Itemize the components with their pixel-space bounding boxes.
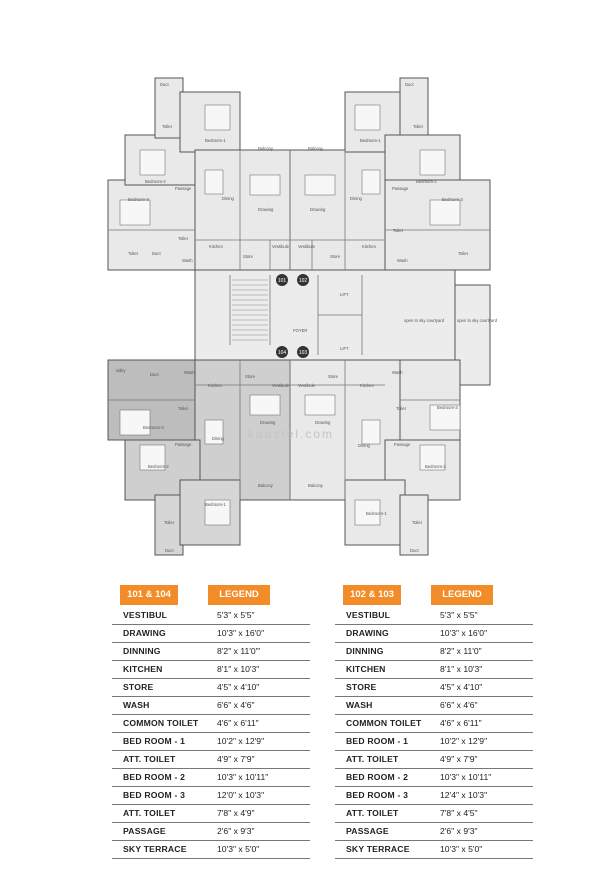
- room-dimension: 10'3" x 10'11": [440, 772, 492, 782]
- flat-103-marker: 103: [298, 350, 308, 356]
- svg-text:Bedroom-3: Bedroom-3: [143, 425, 164, 430]
- room-name: BED ROOM - 1: [123, 736, 186, 746]
- svg-text:Toilet: Toilet: [164, 520, 174, 525]
- room-name: COMMON TOILET: [346, 718, 422, 728]
- room-name: ATT. TOILET: [346, 808, 399, 818]
- svg-text:Bedroom-1: Bedroom-1: [205, 138, 226, 143]
- svg-text:Balcony: Balcony: [258, 146, 273, 151]
- svg-text:Wash: Wash: [397, 258, 408, 263]
- svg-text:Duct: Duct: [410, 548, 419, 553]
- table-row: [335, 769, 533, 787]
- foyer-label: FOYER: [293, 328, 308, 333]
- table-row: [335, 787, 533, 805]
- room-dimension: 4'5" x 4'10": [440, 682, 483, 692]
- room-dimension: 10'3" x 5'0": [440, 844, 483, 854]
- room-name: ATT. TOILET: [123, 808, 176, 818]
- svg-text:Bedroom-3: Bedroom-3: [442, 197, 463, 202]
- room-dimension: 4'6" x 6'11": [217, 718, 259, 728]
- courtyard-label-2: open to sky courtyard: [457, 318, 498, 323]
- svg-text:Vestibule: Vestibule: [298, 383, 315, 388]
- table-row: [335, 607, 533, 625]
- svg-text:Duct: Duct: [405, 82, 414, 87]
- svg-text:Drawing: Drawing: [258, 207, 274, 212]
- svg-text:Store: Store: [245, 374, 256, 379]
- svg-text:Store: Store: [328, 374, 339, 379]
- flat-101-marker: 101: [277, 278, 287, 284]
- svg-text:Balcony: Balcony: [258, 483, 273, 488]
- legend-table-101-104: [112, 585, 310, 859]
- svg-text:Vestibule: Vestibule: [298, 244, 315, 249]
- watermark: kaastel.com: [248, 427, 335, 441]
- table-row: [112, 679, 310, 697]
- table-row: [112, 697, 310, 715]
- svg-text:Bedroom-1: Bedroom-1: [360, 138, 381, 143]
- room-name: WASH: [346, 700, 373, 710]
- table-row: [112, 625, 310, 643]
- room-name: ATT. TOILET: [123, 754, 176, 764]
- room-name: DINNING: [346, 646, 384, 656]
- svg-text:Wash: Wash: [182, 258, 193, 263]
- room-dimension: 12'0" x 10'3": [217, 790, 265, 800]
- room-dimension: 12'4" x 10'3": [440, 790, 488, 800]
- svg-text:Balcony: Balcony: [308, 483, 323, 488]
- room-name: STORE: [123, 682, 154, 692]
- courtyard-label-1: open to sky courtyard: [404, 318, 445, 323]
- room-dimension: 2'6" x 9'3": [440, 826, 478, 836]
- svg-text:Wash: Wash: [184, 370, 195, 375]
- legend-table-102-103: [335, 585, 533, 859]
- room-name: WASH: [123, 700, 150, 710]
- svg-text:Kitchen: Kitchen: [208, 383, 222, 388]
- room-dimension: 10'2" x 12'9": [217, 736, 265, 746]
- table-row: [112, 715, 310, 733]
- svg-text:Wash: Wash: [392, 370, 403, 375]
- room-dimension: 7'8" x 4'9": [217, 808, 255, 818]
- svg-text:utility: utility: [116, 368, 126, 373]
- room-name: KITCHEN: [346, 664, 386, 674]
- table-row: [112, 787, 310, 805]
- svg-text:Toilet: Toilet: [396, 406, 406, 411]
- table-row: [335, 625, 533, 643]
- room-dimension: 10'3" x 10'11": [217, 772, 269, 782]
- table-row: [112, 661, 310, 679]
- room-dimension: 8'1" x 10'3": [217, 664, 260, 674]
- table-row: [112, 643, 310, 661]
- svg-text:Duct: Duct: [152, 251, 161, 256]
- room-dimension: 10'3" x 16'0": [440, 628, 488, 638]
- svg-text:Store: Store: [330, 254, 341, 259]
- svg-text:Passage: Passage: [175, 442, 192, 447]
- svg-text:Toilet: Toilet: [413, 124, 423, 129]
- table-row: [335, 823, 533, 841]
- table-row: [112, 733, 310, 751]
- table-row: [112, 823, 310, 841]
- svg-text:Duct: Duct: [160, 82, 169, 87]
- svg-text:Dining: Dining: [358, 443, 370, 448]
- svg-text:Drawing: Drawing: [310, 207, 326, 212]
- svg-text:Bedroom-1: Bedroom-1: [205, 502, 226, 507]
- table-row: [335, 751, 533, 769]
- svg-text:Toilet: Toilet: [178, 406, 188, 411]
- room-name: VESTIBUL: [123, 610, 168, 620]
- room-dimension: 4'5" x 4'10": [217, 682, 260, 692]
- room-name: DRAWING: [346, 628, 389, 638]
- room-dimension: 10'2" x 12'9": [440, 736, 488, 746]
- table-row: [112, 769, 310, 787]
- room-dimension: 10'3" x 16'0": [217, 628, 265, 638]
- room-dimension: 8'1" x 10'3": [440, 664, 483, 674]
- room-dimension: 10'3" x 5'0": [217, 844, 260, 854]
- flat-104-marker: 104: [277, 350, 287, 356]
- svg-text:Drawing: Drawing: [260, 420, 276, 425]
- room-dimension: 8'2" x 11'0": [440, 646, 482, 656]
- svg-text:Toilet: Toilet: [128, 251, 138, 256]
- room-name: SKY TERRACE: [123, 844, 187, 854]
- room-dimension: 4'6" x 6'11": [440, 718, 482, 728]
- svg-text:Toilet: Toilet: [412, 520, 422, 525]
- room-dimension: 4'9" x 7'9": [440, 754, 478, 764]
- room-dimension: 2'6" x 9'3": [217, 826, 255, 836]
- svg-text:Dining: Dining: [212, 436, 224, 441]
- room-name: BED ROOM - 3: [123, 790, 186, 800]
- svg-text:Kitchen: Kitchen: [209, 244, 223, 249]
- room-dimension: 7'8" x 4'5": [440, 808, 478, 818]
- room-name: COMMON TOILET: [123, 718, 199, 728]
- room-name: SKY TERRACE: [346, 844, 410, 854]
- room-name: BED ROOM - 1: [346, 736, 409, 746]
- table-row: [335, 805, 533, 823]
- room-dimension: 8'2" x 11'0"': [217, 646, 261, 656]
- flat-102-marker: 102: [298, 278, 308, 284]
- table-row: [335, 643, 533, 661]
- svg-text:Duct: Duct: [150, 372, 159, 377]
- room-dimension: 6'6" x 4'6": [440, 700, 478, 710]
- room-name: PASSAGE: [346, 826, 389, 836]
- svg-text:Passage: Passage: [394, 442, 411, 447]
- svg-text:Toilet: Toilet: [458, 251, 468, 256]
- svg-text:Vestibule: Vestibule: [272, 383, 289, 388]
- lift-label-bottom: LIFT: [340, 346, 349, 351]
- svg-text:Dining: Dining: [222, 196, 234, 201]
- svg-text:Bedroom-3: Bedroom-3: [128, 197, 149, 202]
- room-name: DRAWING: [123, 628, 166, 638]
- table-row: [335, 697, 533, 715]
- svg-text:Kitchen: Kitchen: [362, 244, 376, 249]
- room-dimension: 5'3" x 5'5": [217, 610, 255, 620]
- room-name: ATT. TOILET: [346, 754, 399, 764]
- table-row: [335, 715, 533, 733]
- lift-label-top: LIFT: [340, 292, 349, 297]
- table-row: [112, 751, 310, 769]
- table-row: [335, 661, 533, 679]
- room-dimension: 4'9" x 7'9": [217, 754, 255, 764]
- room-dimension: 5'3" x 5'5": [440, 610, 478, 620]
- svg-text:Toilet: Toilet: [393, 228, 403, 233]
- svg-text:Balcony: Balcony: [308, 146, 323, 151]
- svg-text:Bedroom-1: Bedroom-1: [366, 511, 387, 516]
- svg-text:Bedroom-2: Bedroom-2: [148, 464, 169, 469]
- room-name: BED ROOM - 3: [346, 790, 409, 800]
- svg-text:Passage: Passage: [392, 186, 409, 191]
- room-name: DINNING: [123, 646, 161, 656]
- room-dimension: 6'6" x 4'6": [217, 700, 255, 710]
- svg-text:Bedroom-3: Bedroom-3: [437, 405, 458, 410]
- room-name: VESTIBUL: [346, 610, 391, 620]
- svg-text:Vestibule: Vestibule: [272, 244, 289, 249]
- svg-text:Bedroom-2: Bedroom-2: [416, 179, 437, 184]
- svg-text:Drawing: Drawing: [315, 420, 331, 425]
- svg-text:Store: Store: [243, 254, 254, 259]
- svg-text:Toilet: Toilet: [178, 236, 188, 241]
- legend-header: LEGEND: [208, 585, 270, 605]
- table-row: [335, 679, 533, 697]
- legend-tables: [0, 585, 595, 869]
- legend-header: LEGEND: [431, 585, 493, 605]
- room-name: PASSAGE: [123, 826, 166, 836]
- room-name: KITCHEN: [123, 664, 163, 674]
- table-row: [335, 733, 533, 751]
- room-name: BED ROOM - 2: [346, 772, 409, 782]
- svg-text:Bedroom-2: Bedroom-2: [145, 179, 166, 184]
- svg-text:Bedroom-2: Bedroom-2: [425, 464, 446, 469]
- building-outline: [108, 78, 490, 555]
- table-row: [112, 805, 310, 823]
- unit-header: 101 & 104: [120, 585, 178, 605]
- table-row: [112, 607, 310, 625]
- svg-text:Dining: Dining: [350, 196, 362, 201]
- room-name: STORE: [346, 682, 377, 692]
- svg-text:Toilet: Toilet: [162, 124, 172, 129]
- unit-header: 102 & 103: [343, 585, 401, 605]
- svg-text:Passage: Passage: [175, 186, 192, 191]
- svg-text:Duct: Duct: [165, 548, 174, 553]
- svg-text:Kitchen: Kitchen: [360, 383, 374, 388]
- table-row: [335, 841, 533, 859]
- table-row: [112, 841, 310, 859]
- room-name: BED ROOM - 2: [123, 772, 186, 782]
